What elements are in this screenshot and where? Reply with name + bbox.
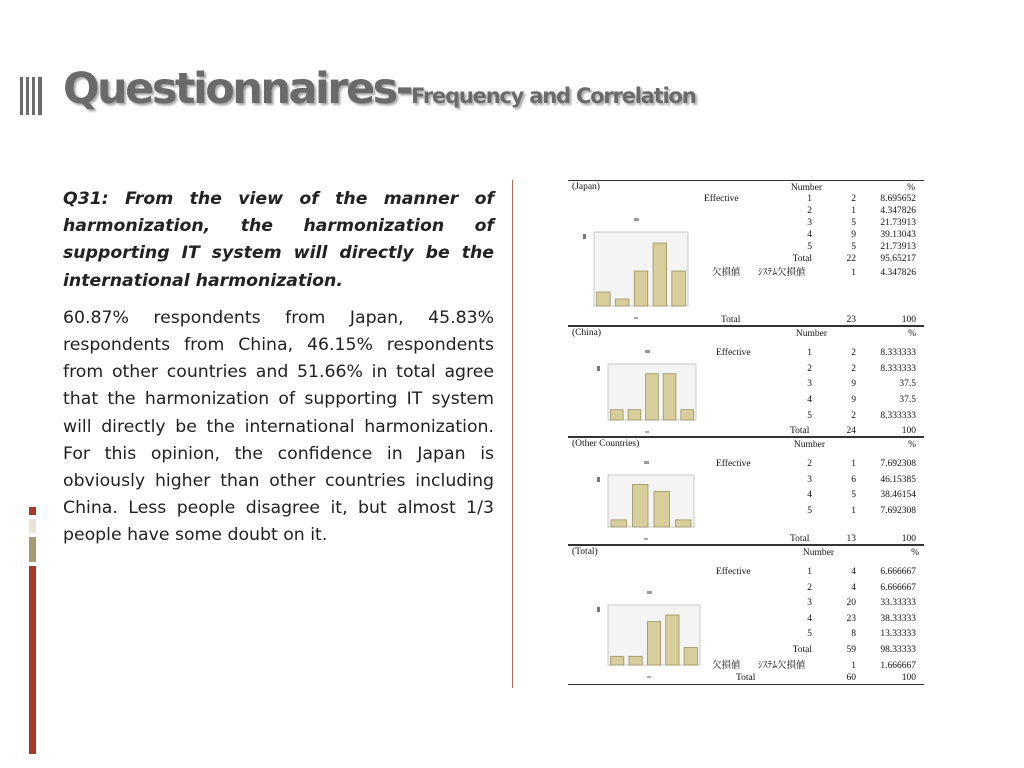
row-number: 4	[851, 567, 856, 577]
row-number: 2	[851, 194, 856, 204]
row-value: 4	[807, 230, 812, 240]
deco-bar-tan	[29, 537, 36, 562]
frequency-bar-chart	[594, 467, 698, 537]
deco-bar-light	[29, 519, 36, 533]
title-bars-decoration	[20, 77, 42, 115]
title-main: Questionnaires-	[63, 64, 412, 114]
row-value: 2	[807, 363, 812, 374]
missing-percent: 4.347826	[880, 268, 916, 278]
column-divider	[512, 180, 513, 688]
total-label: Total	[790, 534, 810, 544]
row-value: Total	[792, 254, 812, 264]
row-number: 5	[851, 218, 856, 228]
row-number: 9	[851, 230, 856, 240]
missing-number: 1	[851, 268, 856, 278]
chart-bar	[672, 271, 686, 306]
table-top-rule	[568, 326, 924, 327]
table-group-label: (Total)	[572, 547, 598, 557]
row-number: 2	[851, 410, 856, 421]
row-value: 3	[807, 218, 812, 228]
row-percent: 95.65217	[880, 254, 916, 264]
total-percent: 100	[901, 315, 916, 325]
row-percent: 7.692308	[880, 459, 916, 469]
effective-label: Effective	[716, 567, 751, 577]
row-percent: 8.333333	[880, 348, 916, 358]
total-number: 60	[846, 673, 856, 683]
row-number: 1	[851, 505, 856, 516]
table-bottom-rule	[568, 684, 924, 685]
column-header-number: Number	[795, 329, 827, 339]
row-percent: 37.5	[899, 379, 916, 390]
y-axis-label-mark	[597, 607, 600, 612]
missing-label: 欠損値	[712, 268, 741, 278]
chart-bar	[628, 410, 641, 420]
chart-title-mark	[645, 350, 650, 353]
y-axis-label-mark	[597, 477, 600, 482]
y-axis-label-mark	[583, 234, 586, 239]
chart-bar	[615, 299, 629, 306]
total-number: 23	[846, 315, 856, 325]
row-number: 1	[851, 459, 856, 469]
chart-bar	[646, 374, 659, 420]
row-value: 5	[807, 410, 812, 421]
chart-bar	[684, 648, 697, 665]
chart-plot-area	[608, 475, 694, 527]
row-percent: 46.15385	[880, 474, 916, 485]
frequency-bar-chart	[580, 224, 692, 316]
frequency-table-2	[568, 326, 924, 437]
deco-bar-red-top	[29, 507, 36, 515]
deco-bar-red-long	[29, 566, 36, 754]
row-number: 9	[851, 395, 856, 406]
total-label: Total	[790, 426, 810, 436]
chart-bar	[653, 243, 667, 306]
effective-label: Effective	[704, 194, 739, 204]
row-number: 20	[846, 598, 856, 609]
effective-label: Effective	[716, 459, 751, 469]
column-header-percent: %	[907, 183, 915, 193]
total-number: 24	[846, 426, 856, 436]
chart-bar	[629, 656, 642, 665]
column-header-number: Number	[802, 548, 834, 558]
finding-paragraph: 60.87% respondents from Japan, 45.83% respondents from China, 46.15% respondents from other countries and 51.66% in total agree that the harmonization of supporting IT system will directly be the international harmonization. For this opinion, the confidence in Japan is obviously higher than other countries including China. Less people disagree it, but almost 1/3 people have some doubt on it.	[63, 307, 494, 546]
table-top-rule	[568, 545, 924, 546]
total-label: Total	[721, 315, 741, 325]
chart-bar	[633, 484, 648, 527]
row-number: 9	[851, 379, 856, 390]
missing-percent: 1.666667	[880, 661, 916, 671]
missing-sublabel: ｼｽﾃﾑ欠損値	[758, 268, 806, 278]
row-percent: 33.33333	[880, 598, 916, 609]
row-value: 5	[807, 629, 812, 640]
row-number: 22	[846, 254, 856, 264]
slide-title	[63, 64, 696, 114]
row-value: 1	[807, 194, 812, 204]
row-value: Total	[792, 645, 812, 655]
total-number: 13	[846, 534, 856, 544]
missing-number: 1	[851, 661, 856, 671]
row-percent: 8.333333	[880, 363, 916, 374]
row-percent: 39.13043	[880, 230, 916, 240]
row-number: 5	[851, 490, 856, 501]
frequency-table-3	[568, 437, 924, 545]
row-number: 2	[851, 363, 856, 374]
row-percent: 98.33333	[880, 645, 916, 655]
total-percent: 100	[901, 673, 916, 683]
row-percent: 38.46154	[880, 490, 916, 501]
total-percent: 100	[901, 534, 916, 544]
row-value: 3	[807, 474, 812, 485]
row-number: 23	[846, 613, 856, 624]
question-text: Q31: From the view of the manner of harmonization, the harmonization of supporting IT system will directly be the international harmonization.	[63, 189, 494, 291]
row-value: 4	[807, 613, 812, 624]
row-value: 1	[807, 348, 812, 358]
chart-bar	[654, 492, 669, 527]
chart-bar	[666, 615, 679, 665]
column-header-number: Number	[793, 440, 825, 450]
row-percent: 37.5	[899, 395, 916, 406]
frequency-bar-chart	[594, 597, 704, 675]
row-percent: 8.333333	[880, 410, 916, 421]
frequency-table-4	[568, 545, 924, 685]
chart-bar	[611, 520, 626, 527]
row-value: 2	[807, 582, 812, 593]
row-percent: 4.347826	[880, 206, 916, 216]
frequency-table-1	[568, 180, 924, 326]
row-value: 4	[807, 395, 812, 406]
total-percent: 100	[901, 426, 916, 436]
row-percent: 8.695652	[880, 194, 916, 204]
row-number: 2	[851, 348, 856, 358]
row-value: 4	[807, 490, 812, 501]
column-header-number: Number	[790, 183, 822, 193]
title-subtitle: Frequency and Correlation	[411, 84, 696, 108]
row-percent: 21.73913	[880, 242, 916, 252]
row-value: 5	[807, 505, 812, 516]
missing-sublabel: ｼｽﾃﾑ欠損値	[758, 661, 806, 671]
y-axis-label-mark	[597, 366, 600, 371]
body-text	[63, 186, 494, 560]
row-value: 3	[807, 379, 812, 390]
row-percent: 6.666667	[880, 567, 916, 577]
chart-xaxis-mark	[644, 538, 648, 540]
table-group-label: (China)	[572, 328, 602, 338]
row-percent: 6.666667	[880, 582, 916, 593]
chart-title-mark	[634, 218, 639, 221]
chart-title-mark	[644, 461, 649, 464]
chart-xaxis-mark	[645, 431, 649, 433]
frequency-bar-chart	[594, 356, 700, 430]
table-top-rule	[568, 437, 924, 438]
row-value: 1	[807, 567, 812, 577]
chart-bar	[663, 374, 676, 420]
row-number: 5	[851, 242, 856, 252]
row-number: 4	[851, 582, 856, 593]
chart-bar	[597, 292, 611, 306]
chart-xaxis-mark	[647, 676, 651, 678]
total-label: Total	[736, 673, 756, 683]
column-header-percent: %	[911, 548, 919, 558]
table-group-label: (Other Countries)	[572, 439, 640, 449]
chart-bar	[634, 271, 648, 306]
row-value: 2	[807, 206, 812, 216]
row-number: 1	[851, 206, 856, 216]
chart-xaxis-mark	[634, 317, 638, 319]
row-number: 6	[851, 474, 856, 485]
column-header-percent: %	[908, 440, 916, 450]
row-percent: 38.33333	[880, 613, 916, 624]
row-percent: 21.73913	[880, 218, 916, 228]
row-number: 8	[851, 629, 856, 640]
row-percent: 7.692308	[880, 505, 916, 516]
chart-bar	[647, 622, 660, 665]
chart-bar	[681, 410, 694, 420]
effective-label: Effective	[716, 348, 751, 358]
column-header-percent: %	[908, 329, 916, 339]
row-percent: 13.33333	[880, 629, 916, 640]
chart-bar	[611, 656, 624, 665]
row-value: 2	[807, 459, 812, 469]
table-top-rule	[568, 180, 924, 181]
row-value: 5	[807, 242, 812, 252]
row-number: 59	[846, 645, 856, 655]
chart-bar	[676, 520, 691, 527]
row-value: 3	[807, 598, 812, 609]
chart-title-mark	[647, 591, 652, 594]
chart-bar	[610, 410, 623, 420]
table-group-label: (Japan)	[572, 182, 600, 192]
missing-label: 欠損値	[712, 661, 741, 671]
